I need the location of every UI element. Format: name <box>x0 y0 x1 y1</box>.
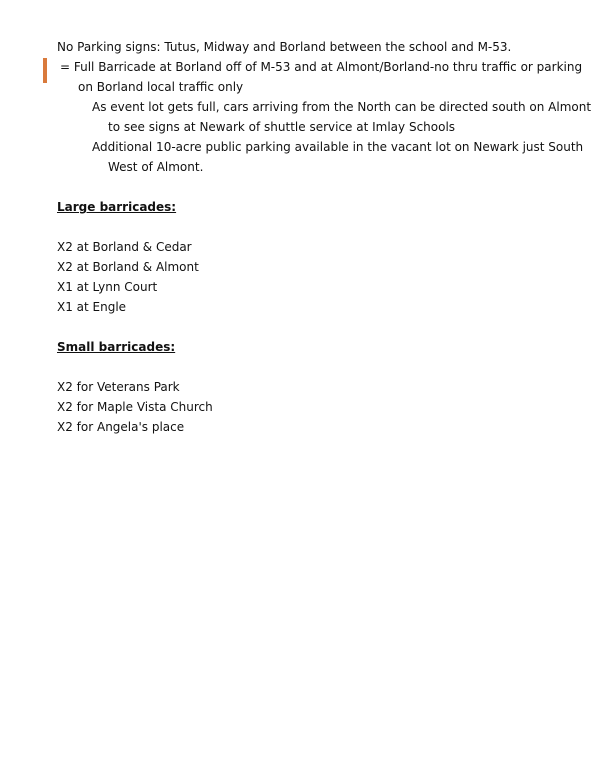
list-item: X2 for Maple Vista Church <box>57 400 213 414</box>
list-item: X2 at Borland & Almont <box>57 260 199 274</box>
full-barricade-line: = Full Barricade at Borland off of M-53 and at Almont/Borland-no thru traffic or parking <box>60 60 583 74</box>
small-barricades-heading: Small barricades: <box>57 340 176 354</box>
no-parking-line: No Parking signs: Tutus, Midway and Borland between the school and M-53. <box>57 40 512 54</box>
shuttle-signs-line: to see signs at Newark of shuttle service at Imlay Schools <box>108 120 456 134</box>
additional-parking-line: Additional 10-acre public parking available in the vacant lot on Newark just South <box>92 140 584 154</box>
list-item: X2 for Angela's place <box>57 420 185 434</box>
event-lot-line: As event lot gets full, cars arriving from the North can be directed south on Almont <box>92 100 592 114</box>
large-barricades-heading: Large barricades: <box>57 200 177 214</box>
local-traffic-line: on Borland local traffic only <box>78 80 244 94</box>
list-item: X2 for Veterans Park <box>57 380 180 394</box>
list-item: X1 at Engle <box>57 300 127 314</box>
west-of-almont-line: West of Almont. <box>108 160 204 174</box>
list-item: X2 at Borland & Cedar <box>57 240 192 254</box>
revision-change-bar <box>43 58 47 83</box>
list-item: X1 at Lynn Court <box>57 280 158 294</box>
